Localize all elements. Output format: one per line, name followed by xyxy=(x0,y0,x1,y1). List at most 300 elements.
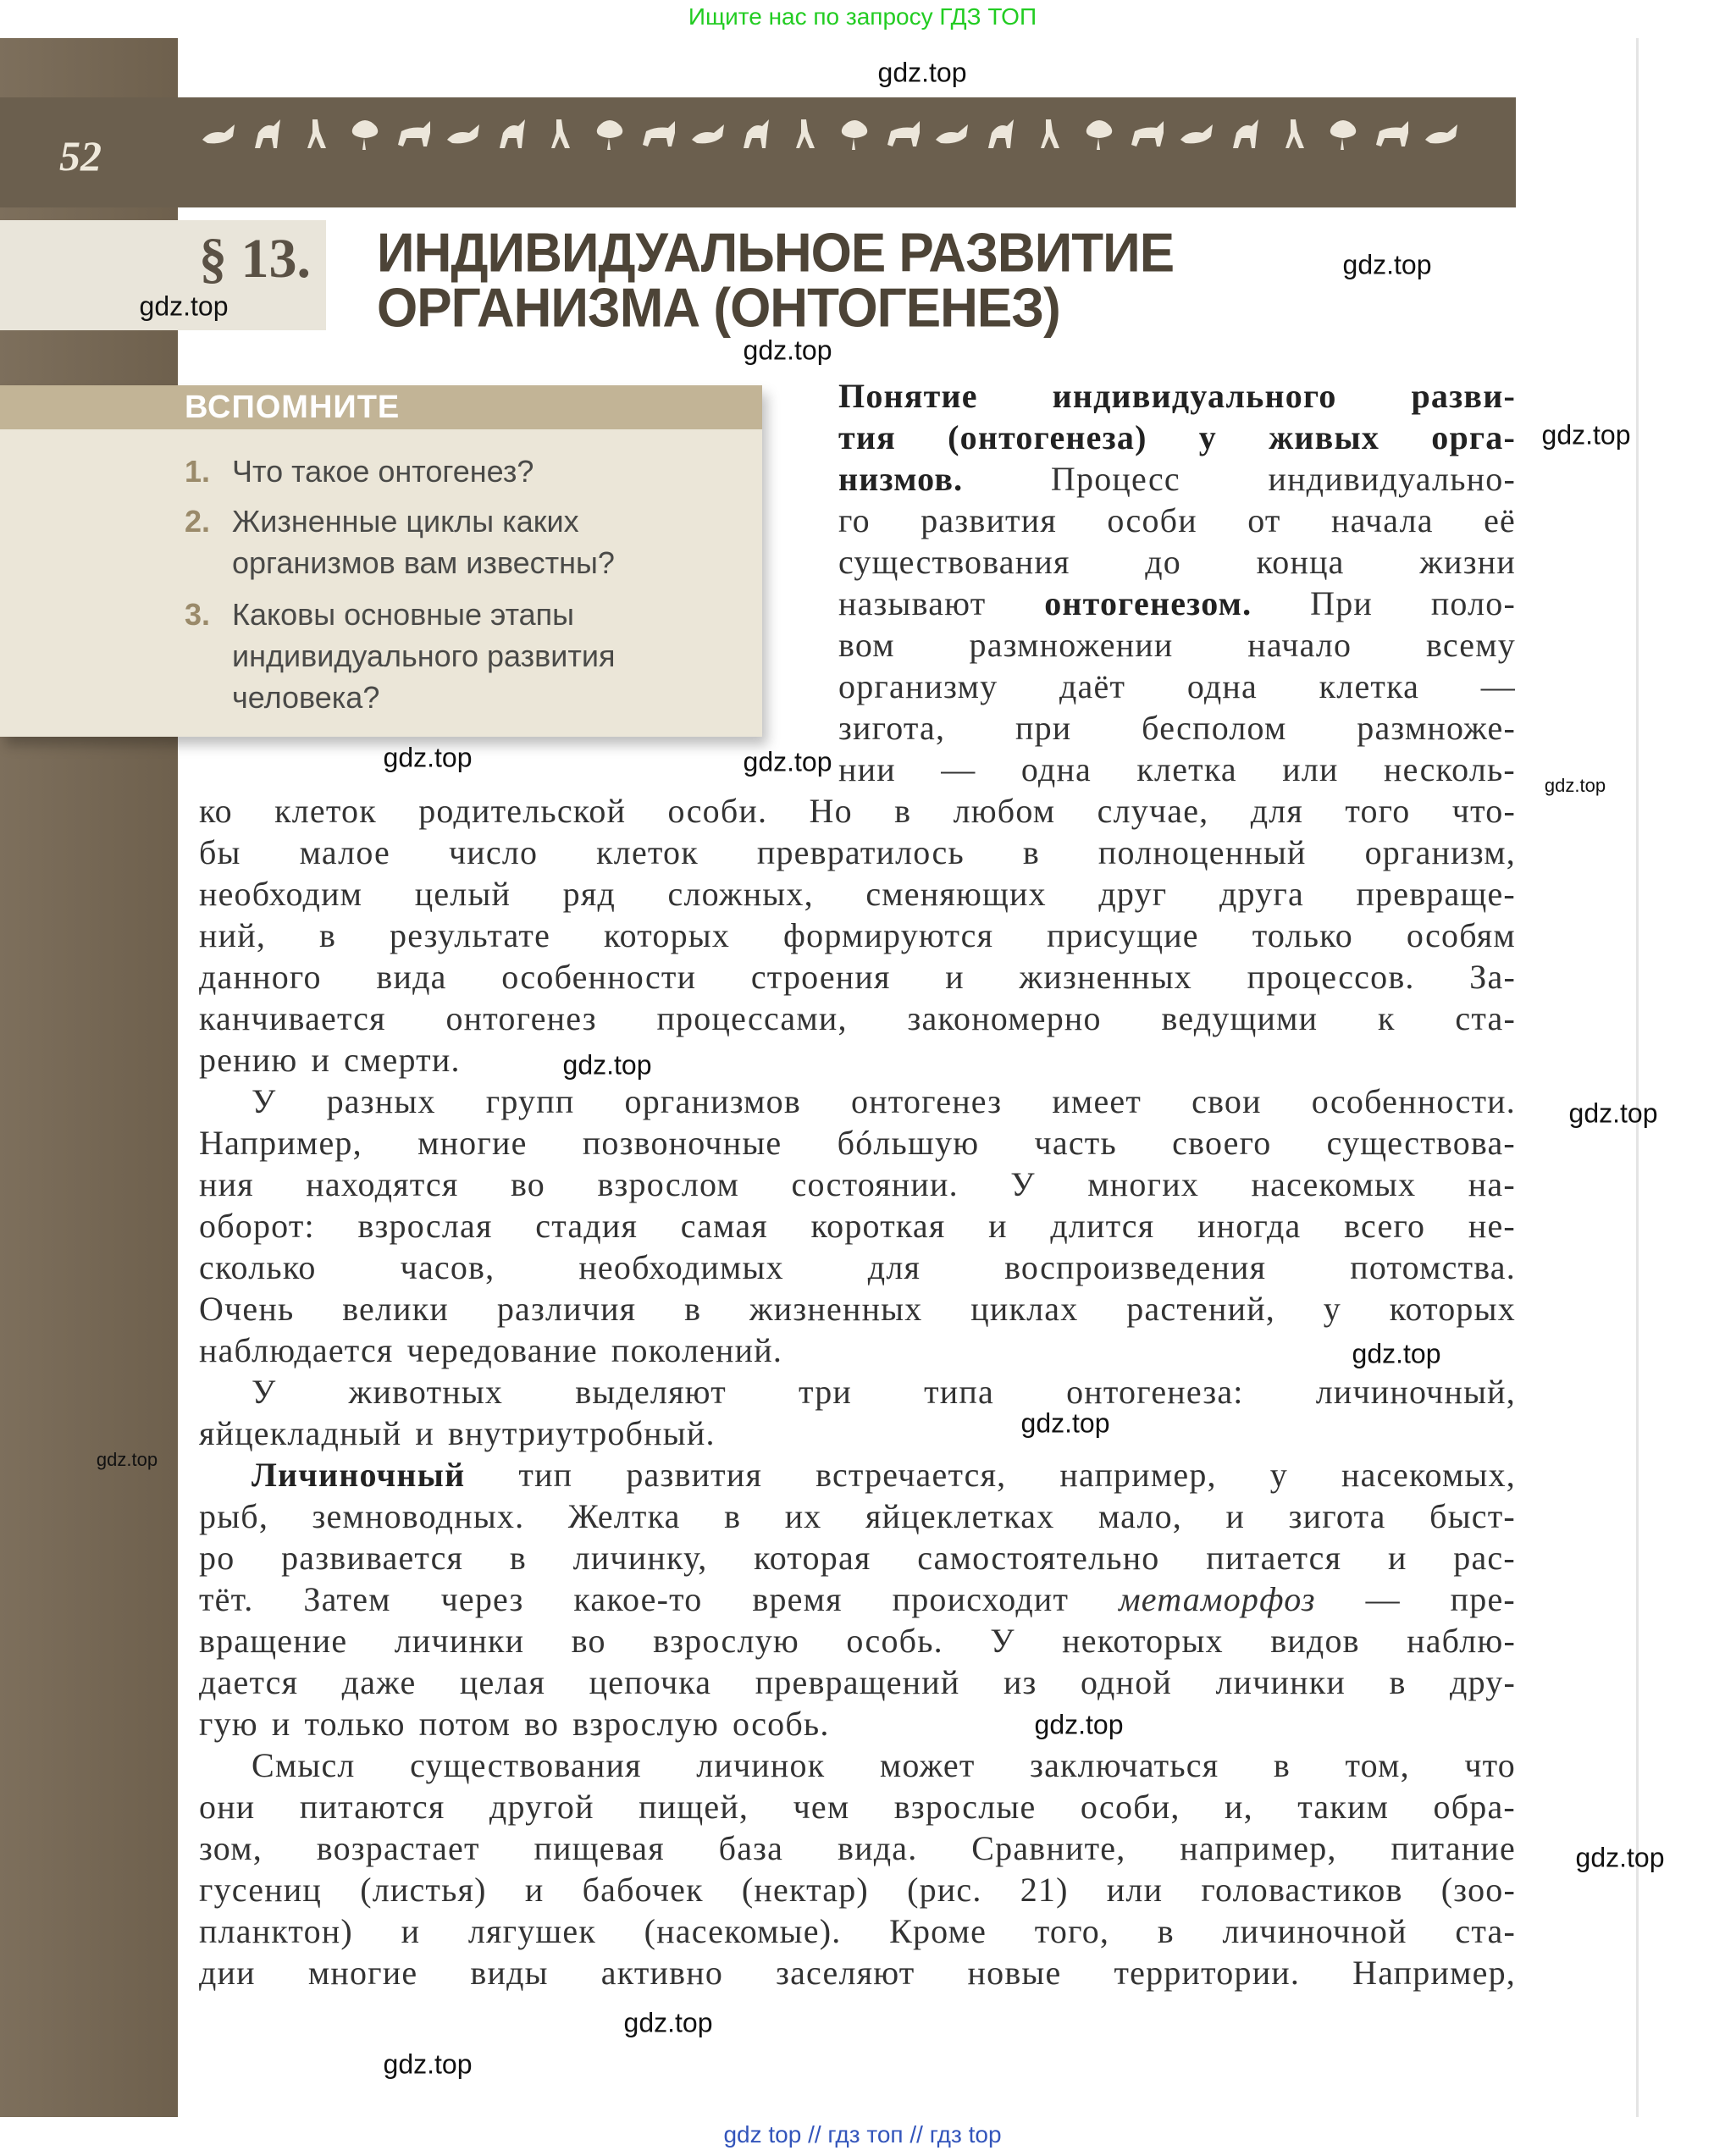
word: и xyxy=(271,1705,291,1743)
text-line xyxy=(838,707,1516,749)
bold-term: орга- xyxy=(1431,418,1516,456)
bold-term: разви- xyxy=(1411,377,1516,415)
text-line xyxy=(199,1039,1516,1081)
word: дру- xyxy=(1450,1663,1516,1701)
word: одна xyxy=(1186,667,1258,705)
word: поло- xyxy=(1430,584,1516,622)
word: личинок xyxy=(696,1746,826,1784)
word: другой xyxy=(489,1788,594,1826)
page-sidebar-strip xyxy=(0,38,178,2117)
word: велики xyxy=(342,1290,450,1328)
word: го xyxy=(838,501,871,539)
word: самая xyxy=(680,1207,768,1245)
word: ста- xyxy=(1455,999,1516,1037)
word: время xyxy=(752,1580,843,1618)
word: дается xyxy=(199,1663,299,1701)
word: питание xyxy=(1391,1829,1516,1867)
animal-silhouette-icon xyxy=(248,114,287,153)
bold-term: низмов. xyxy=(838,460,964,498)
word: пре- xyxy=(1450,1580,1516,1618)
word: целый xyxy=(414,875,511,913)
word: растений, xyxy=(1126,1290,1275,1328)
word: даже xyxy=(341,1663,417,1701)
watermark: gdz.top xyxy=(1568,1097,1658,1129)
animal-silhouette-icon xyxy=(1031,114,1070,153)
text-line xyxy=(199,998,1516,1039)
word: свои xyxy=(1191,1082,1262,1120)
word: яйцеклетках xyxy=(865,1497,1055,1535)
word: в xyxy=(1022,833,1040,871)
word: том, xyxy=(1345,1746,1410,1784)
word: Кроме xyxy=(889,1912,987,1950)
text-line xyxy=(199,1869,1516,1910)
word: клетка xyxy=(1319,667,1420,705)
word: зигота, xyxy=(838,709,946,747)
animal-silhouette-icon xyxy=(1422,114,1461,153)
word: и xyxy=(524,1871,545,1909)
word: от xyxy=(1247,501,1281,539)
word: даёт xyxy=(1059,667,1126,705)
word: — xyxy=(1365,1580,1401,1618)
word: многих xyxy=(1087,1165,1200,1203)
word: строения xyxy=(750,958,891,996)
word: всего xyxy=(1344,1207,1426,1245)
word: они xyxy=(199,1788,256,1826)
word: любом xyxy=(953,792,1056,830)
word: процессами, xyxy=(656,999,848,1037)
animal-silhouette-icon xyxy=(786,114,825,153)
recall-item-number: 3. xyxy=(185,597,211,632)
watermark: gdz.top xyxy=(1544,775,1606,796)
text-line xyxy=(838,500,1516,541)
word: взрослом xyxy=(597,1165,739,1203)
word: развивается xyxy=(281,1539,464,1577)
animal-silhouette-icon xyxy=(932,114,971,153)
word: некоторых xyxy=(1062,1622,1224,1660)
word: вом xyxy=(838,626,895,664)
word: питается xyxy=(1206,1539,1342,1577)
word: жизненных xyxy=(1019,958,1193,996)
text-line xyxy=(199,1703,1516,1744)
word: во xyxy=(571,1622,606,1660)
text-line xyxy=(199,832,1516,873)
text-line xyxy=(252,1744,1516,1786)
word: короткая xyxy=(810,1207,946,1245)
word: размноже- xyxy=(1357,709,1516,747)
word: особенности xyxy=(501,958,697,996)
word: особь. xyxy=(846,1622,943,1660)
text-line xyxy=(199,1164,1516,1205)
word: того xyxy=(1345,792,1411,830)
word: данного xyxy=(199,958,322,996)
word: в xyxy=(684,1290,702,1328)
bold-term: Понятие xyxy=(838,377,978,415)
word: питаются xyxy=(299,1788,445,1826)
word: сколько xyxy=(199,1248,317,1286)
word: и xyxy=(401,1912,421,1950)
word: находятся xyxy=(306,1165,459,1203)
animal-silhouette-icon xyxy=(1275,114,1314,153)
word: ний, xyxy=(199,916,267,954)
word: и xyxy=(311,1041,331,1079)
word: особи. xyxy=(667,792,768,830)
word: ста- xyxy=(1455,1912,1516,1950)
page-edge xyxy=(1636,38,1639,2117)
word: несколь- xyxy=(1384,750,1516,788)
animal-silhouette-icon xyxy=(493,114,532,153)
word: различия xyxy=(496,1290,637,1328)
word: клеток xyxy=(274,792,377,830)
word: потомства. xyxy=(1350,1248,1516,1286)
bold-term: тия xyxy=(838,418,896,456)
word: организм, xyxy=(1364,833,1516,871)
word: онтогенеза: xyxy=(1066,1373,1244,1411)
word: целая xyxy=(459,1663,546,1701)
word: что xyxy=(1464,1746,1516,1784)
word: (насекомые). xyxy=(644,1912,842,1950)
word: видов xyxy=(1270,1622,1360,1660)
word: формируются xyxy=(783,916,994,954)
word: организму xyxy=(838,667,998,705)
word: для xyxy=(867,1248,921,1286)
word: оборот: xyxy=(199,1207,315,1245)
text-line xyxy=(199,873,1516,915)
word: особенности. xyxy=(1311,1082,1516,1120)
bold-term: онтогенезом. xyxy=(1044,584,1252,622)
word: число xyxy=(448,833,539,871)
word: вращение xyxy=(199,1622,348,1660)
animal-silhouette-icon xyxy=(199,114,238,153)
text-line xyxy=(199,1786,1516,1827)
word: позвоночные xyxy=(582,1124,782,1162)
recall-item xyxy=(185,500,740,583)
word: бы xyxy=(199,833,241,871)
watermark: gdz.top xyxy=(383,742,473,773)
word: ко xyxy=(199,792,233,830)
word: из xyxy=(1003,1663,1037,1701)
word: циклах xyxy=(970,1290,1079,1328)
word: конца xyxy=(1256,543,1345,581)
word: в xyxy=(509,1539,527,1577)
word: У xyxy=(1010,1165,1036,1203)
text-line xyxy=(199,1495,1516,1537)
word: результате xyxy=(390,916,551,954)
word: воспроизведения xyxy=(1004,1248,1267,1286)
word: или xyxy=(1106,1871,1164,1909)
word: существова- xyxy=(1326,1124,1516,1162)
word: самостоятельно xyxy=(917,1539,1160,1577)
word: взрослая xyxy=(357,1207,493,1245)
recall-heading: ВСПОМНИТЕ xyxy=(0,385,762,429)
word: и xyxy=(415,1414,434,1452)
animal-silhouette-icon xyxy=(590,114,629,153)
animal-silhouette-icon xyxy=(1177,114,1216,153)
word: индивидуально- xyxy=(1268,460,1516,498)
word: Например, xyxy=(1352,1954,1516,1992)
watermark: gdz.top xyxy=(743,746,832,777)
recall-item-text: Каковы основные этапы индивидуального развития человека? xyxy=(232,597,616,715)
word: При xyxy=(1310,584,1374,622)
word: взрослые xyxy=(893,1788,1037,1826)
word: одной xyxy=(1081,1663,1173,1701)
word: или xyxy=(1282,750,1339,788)
word: закономерно xyxy=(907,999,1102,1037)
word: быст- xyxy=(1429,1497,1516,1535)
word: новые xyxy=(967,1954,1062,1992)
word: Смысл xyxy=(252,1746,356,1784)
word: необходим xyxy=(199,875,363,913)
word: в xyxy=(1273,1746,1291,1784)
recall-item-text: Жизненные циклы каких организмов вам известны? xyxy=(232,504,615,580)
word: происходит xyxy=(892,1580,1070,1618)
word: которая xyxy=(754,1539,871,1577)
word: иногда xyxy=(1197,1207,1302,1245)
word: планктон) xyxy=(199,1912,353,1950)
word: длится xyxy=(1050,1207,1155,1245)
animal-silhouette-icon xyxy=(981,114,1020,153)
word: их xyxy=(784,1497,822,1535)
word: бóльшую xyxy=(837,1124,980,1162)
word: и xyxy=(1387,1539,1407,1577)
text-line xyxy=(199,956,1516,998)
word: групп xyxy=(485,1082,575,1120)
text-line xyxy=(838,541,1516,583)
word: превращений xyxy=(755,1663,960,1701)
word: для xyxy=(1250,792,1303,830)
word: 21) xyxy=(1020,1871,1069,1909)
watermark: gdz.top xyxy=(383,2048,473,2080)
bold-term: Личиночный xyxy=(252,1456,466,1494)
text-line xyxy=(252,1081,1516,1122)
word: присущие xyxy=(1047,916,1199,954)
word: малое xyxy=(299,833,390,871)
bold-term: живых xyxy=(1269,418,1380,456)
word: в xyxy=(724,1497,742,1535)
text-line xyxy=(199,1910,1516,1952)
text-line xyxy=(838,375,1516,417)
animal-silhouette-icon xyxy=(346,114,384,153)
word: развития xyxy=(626,1456,763,1494)
word: Процесс xyxy=(1050,460,1180,498)
word: виды xyxy=(470,1954,549,1992)
word: родительской xyxy=(418,792,627,830)
text-line xyxy=(199,790,1516,832)
word: чередование xyxy=(406,1331,598,1369)
italic-term: метаморфоз xyxy=(1119,1580,1316,1618)
word: только xyxy=(1252,916,1353,954)
word: таким xyxy=(1297,1788,1390,1826)
word: только xyxy=(304,1705,406,1743)
text-line xyxy=(838,458,1516,500)
text-line xyxy=(252,1454,1516,1495)
word: часть xyxy=(1034,1124,1117,1162)
word: состоянии. xyxy=(791,1165,959,1203)
word: одна xyxy=(1020,750,1092,788)
word: многие xyxy=(307,1954,418,1992)
word: дии xyxy=(199,1954,256,1992)
word: сложных, xyxy=(667,875,814,913)
watermark: gdz.top xyxy=(623,2007,713,2038)
word: личинку, xyxy=(572,1539,708,1577)
recall-box xyxy=(0,385,762,737)
word: полноценный xyxy=(1097,833,1307,871)
watermark: gdz.top xyxy=(1342,249,1432,280)
word: три xyxy=(799,1373,853,1411)
word: смерти. xyxy=(344,1041,461,1079)
word: заселяют xyxy=(776,1954,915,1992)
text-line xyxy=(199,1620,1516,1661)
word: на- xyxy=(1468,1165,1516,1203)
text-line xyxy=(199,1122,1516,1164)
word: друг xyxy=(1098,875,1168,913)
word: У xyxy=(252,1082,277,1120)
word: её xyxy=(1484,501,1516,539)
word: гусениц xyxy=(199,1871,323,1909)
word: например, xyxy=(1180,1829,1337,1867)
section-title-line-2: ОРГАНИЗМА (ОНТОГЕНЕЗ) xyxy=(377,277,1060,340)
animal-silhouette-icon xyxy=(884,114,923,153)
watermark: gdz.top xyxy=(1020,1407,1110,1439)
word: в xyxy=(1389,1663,1407,1701)
word: начало xyxy=(1247,626,1352,664)
recall-item-number: 1. xyxy=(185,454,211,489)
word: онтогенез xyxy=(851,1082,1003,1120)
animal-silhouette-icon xyxy=(1373,114,1412,153)
word: гую xyxy=(199,1705,258,1743)
word: которых xyxy=(603,916,731,954)
word: и xyxy=(945,958,965,996)
word: возрастает xyxy=(316,1829,480,1867)
word: У xyxy=(252,1373,277,1411)
word: животных xyxy=(348,1373,504,1411)
word: особь. xyxy=(733,1705,830,1743)
word: личинки xyxy=(1215,1663,1346,1701)
text-line xyxy=(199,1952,1516,1993)
word: всему xyxy=(1426,626,1516,664)
word: зигота xyxy=(1288,1497,1386,1535)
text-line xyxy=(199,1537,1516,1578)
word: и xyxy=(1225,1497,1246,1535)
word: при xyxy=(1015,709,1072,747)
search-hint-banner: Ищите нас по запросу ГДЗ ТОП xyxy=(688,3,1037,30)
recall-item xyxy=(185,594,740,718)
word: организмов xyxy=(624,1082,801,1120)
word: сменяющих xyxy=(865,875,1047,913)
word: существования xyxy=(410,1746,642,1784)
word: канчивается xyxy=(199,999,386,1037)
word: которых xyxy=(1389,1290,1516,1328)
footer-links: gdz top // гдз топ // гдз top xyxy=(723,2121,1002,2148)
word: в xyxy=(318,916,337,954)
word: часов, xyxy=(400,1248,495,1286)
word: превраще- xyxy=(1356,875,1516,913)
word: во xyxy=(510,1165,545,1203)
word: онтогенез xyxy=(445,999,597,1037)
watermark: gdz.top xyxy=(877,57,967,88)
text-line xyxy=(199,1412,1516,1454)
word: того, xyxy=(1034,1912,1110,1950)
word: активно xyxy=(600,1954,724,1992)
text-line xyxy=(252,1371,1516,1412)
section-title-line-1: ИНДИВИДУАЛЬНОЕ РАЗВИТИЕ xyxy=(377,222,1175,285)
word: пищевая xyxy=(534,1829,665,1867)
text-line xyxy=(199,1247,1516,1288)
word: база xyxy=(718,1829,784,1867)
animal-silhouette-icon xyxy=(297,114,336,153)
word: выделяют xyxy=(575,1373,727,1411)
recall-item-text: Что такое онтогенез? xyxy=(232,454,534,489)
word: существования xyxy=(838,543,1070,581)
word: у xyxy=(1323,1290,1341,1328)
watermark: gdz.top xyxy=(1034,1709,1124,1740)
text-line xyxy=(199,1827,1516,1869)
word: процессов. xyxy=(1247,958,1415,996)
word: (нектар) xyxy=(741,1871,869,1909)
word: вида. xyxy=(838,1829,918,1867)
word: в xyxy=(1157,1912,1175,1950)
word: Желтка xyxy=(567,1497,681,1535)
animal-silhouette-icon xyxy=(688,114,727,153)
word: до xyxy=(1145,543,1181,581)
animal-silhouette-icon xyxy=(541,114,580,153)
word: (рис. xyxy=(907,1871,982,1909)
word: территории. xyxy=(1114,1954,1301,1992)
word: многие xyxy=(417,1124,528,1162)
animal-silhouette-row xyxy=(199,114,1461,157)
animal-silhouette-icon xyxy=(639,114,678,153)
word: у xyxy=(1269,1456,1288,1494)
word: (зоо- xyxy=(1440,1871,1516,1909)
word: тип xyxy=(518,1456,573,1494)
word: не- xyxy=(1468,1207,1516,1245)
word: мало, xyxy=(1097,1497,1183,1535)
word: какое-то xyxy=(573,1580,703,1618)
word: — xyxy=(941,750,976,788)
word: тёт. xyxy=(199,1580,254,1618)
word: необходимых xyxy=(578,1248,784,1286)
word: встречается, xyxy=(816,1456,1007,1494)
word: разных xyxy=(326,1082,436,1120)
watermark: gdz.top xyxy=(743,334,832,366)
bold-term: (онтогенеза) xyxy=(948,418,1147,456)
word: стадия xyxy=(535,1207,639,1245)
word: внутриутробный. xyxy=(447,1414,716,1452)
word: За- xyxy=(1469,958,1516,996)
text-line xyxy=(838,583,1516,624)
bold-term: индивидуального xyxy=(1052,377,1337,415)
word: жизненных xyxy=(749,1290,923,1328)
page-number: 52 xyxy=(59,132,102,180)
watermark: gdz.top xyxy=(96,1449,158,1470)
word: друга xyxy=(1219,875,1304,913)
word: начала xyxy=(1330,501,1434,539)
text-line xyxy=(199,1330,1516,1371)
word: превратилось xyxy=(756,833,965,871)
watermark: gdz.top xyxy=(1575,1842,1665,1873)
word: может xyxy=(879,1746,976,1784)
animal-silhouette-icon xyxy=(1080,114,1119,153)
text-line xyxy=(199,1288,1516,1330)
word: и xyxy=(988,1207,1008,1245)
word: ведущими xyxy=(1161,999,1319,1037)
word: взрослую xyxy=(572,1705,720,1743)
word: обра- xyxy=(1433,1788,1516,1826)
word: заключаться xyxy=(1030,1746,1219,1784)
word: головастиков xyxy=(1201,1871,1403,1909)
animal-silhouette-icon xyxy=(1128,114,1167,153)
word: взрослую xyxy=(653,1622,799,1660)
word: Затем xyxy=(303,1580,391,1618)
